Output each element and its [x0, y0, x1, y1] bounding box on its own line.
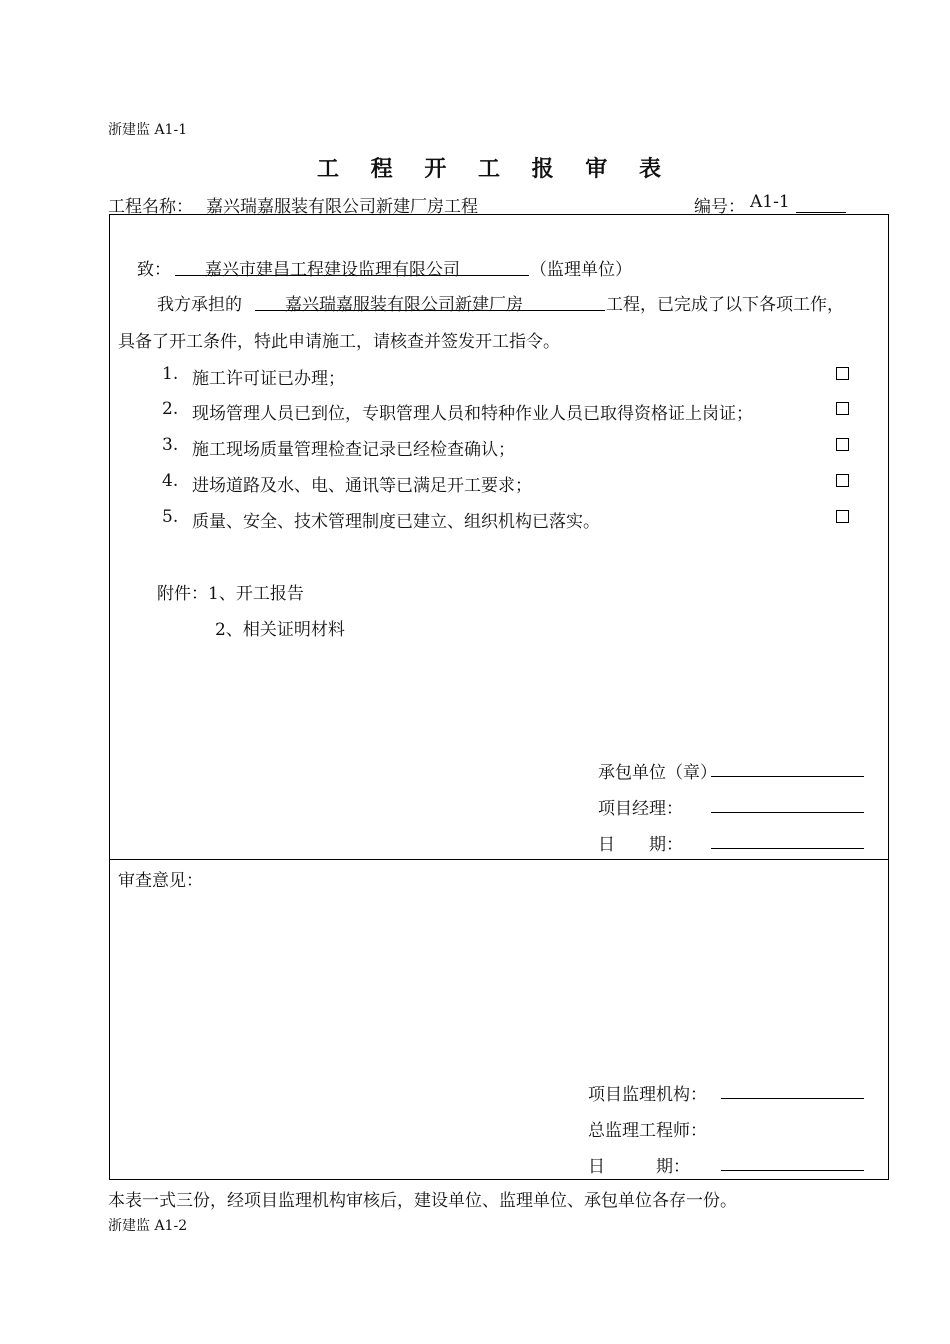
item-3-text: 施工现场质量管理检查记录已经检查确认； — [192, 440, 515, 460]
application-date-line[interactable] — [711, 848, 864, 849]
page-title: 工 程 开 工 报 审 表 — [317, 157, 673, 182]
statement-prefix: 我方承担的 — [157, 295, 242, 315]
statement-project: 嘉兴瑞嘉服装有限公司新建厂房 — [285, 295, 523, 315]
application-date-label: 日 期： — [598, 835, 683, 855]
item-3-number: 3. — [162, 435, 179, 455]
form-code-bottom: 浙建监 A1-2 — [108, 1218, 188, 1234]
contractor-label: 承包单位（章） — [598, 763, 717, 783]
review-date-label: 日 期： — [588, 1157, 690, 1177]
item-1-text: 施工许可证已办理； — [192, 369, 345, 389]
review-section — [109, 859, 889, 1180]
item-1-checkbox[interactable] — [836, 367, 849, 380]
project-manager-label: 项目经理： — [598, 799, 683, 819]
item-2-checkbox[interactable] — [836, 402, 849, 415]
project-name-label: 工程名称： — [108, 197, 193, 217]
statement-line2: 具备了开工条件，特此申请施工，请核查并签发开工指令。 — [118, 332, 560, 352]
chief-engineer-label: 总监理工程师： — [588, 1121, 707, 1141]
item-5-text: 质量、安全、技术管理制度已建立、组织机构已落实。 — [192, 512, 600, 532]
item-5-checkbox[interactable] — [836, 510, 849, 523]
number-label: 编号： — [694, 197, 745, 217]
item-4-checkbox[interactable] — [836, 474, 849, 487]
attachments-label: 附件：1、开工报告 — [157, 584, 304, 604]
supervision-org-label: 项目监理机构： — [588, 1085, 707, 1105]
review-opinion-label: 审查意见： — [118, 871, 203, 891]
to-label: 致： — [137, 260, 171, 280]
contractor-signature-line[interactable] — [711, 776, 864, 777]
item-2-text: 现场管理人员已到位，专职管理人员和特种作业人员已取得资格证上岗证； — [192, 404, 753, 424]
number-underline — [796, 212, 846, 213]
item-4-number: 4. — [162, 471, 179, 491]
to-suffix: （监理单位） — [530, 260, 632, 280]
form-code-top: 浙建监 A1-1 — [108, 122, 188, 138]
project-manager-signature-line[interactable] — [711, 812, 864, 813]
item-5-number: 5. — [162, 507, 179, 527]
review-date-line[interactable] — [721, 1170, 864, 1171]
item-4-text: 进场道路及水、电、通讯等已满足开工要求； — [192, 476, 532, 496]
item-2-number: 2. — [162, 399, 179, 419]
statement-suffix: 工程，已完成了以下各项工作， — [606, 295, 844, 315]
number-value: A1-1 — [750, 192, 790, 212]
supervision-unit-value: 嘉兴市建昌工程建设监理有限公司 — [205, 260, 460, 280]
footer-note: 本表一式三份，经项目监理机构审核后，建设单位、监理单位、承包单位各存一份。 — [108, 1191, 737, 1211]
supervision-org-signature-line[interactable] — [721, 1098, 864, 1099]
item-1-number: 1. — [162, 364, 179, 384]
attachment-2: 2、相关证明材料 — [215, 620, 345, 640]
project-name-value: 嘉兴瑞嘉服装有限公司新建厂房工程 — [206, 197, 478, 217]
item-3-checkbox[interactable] — [836, 438, 849, 451]
